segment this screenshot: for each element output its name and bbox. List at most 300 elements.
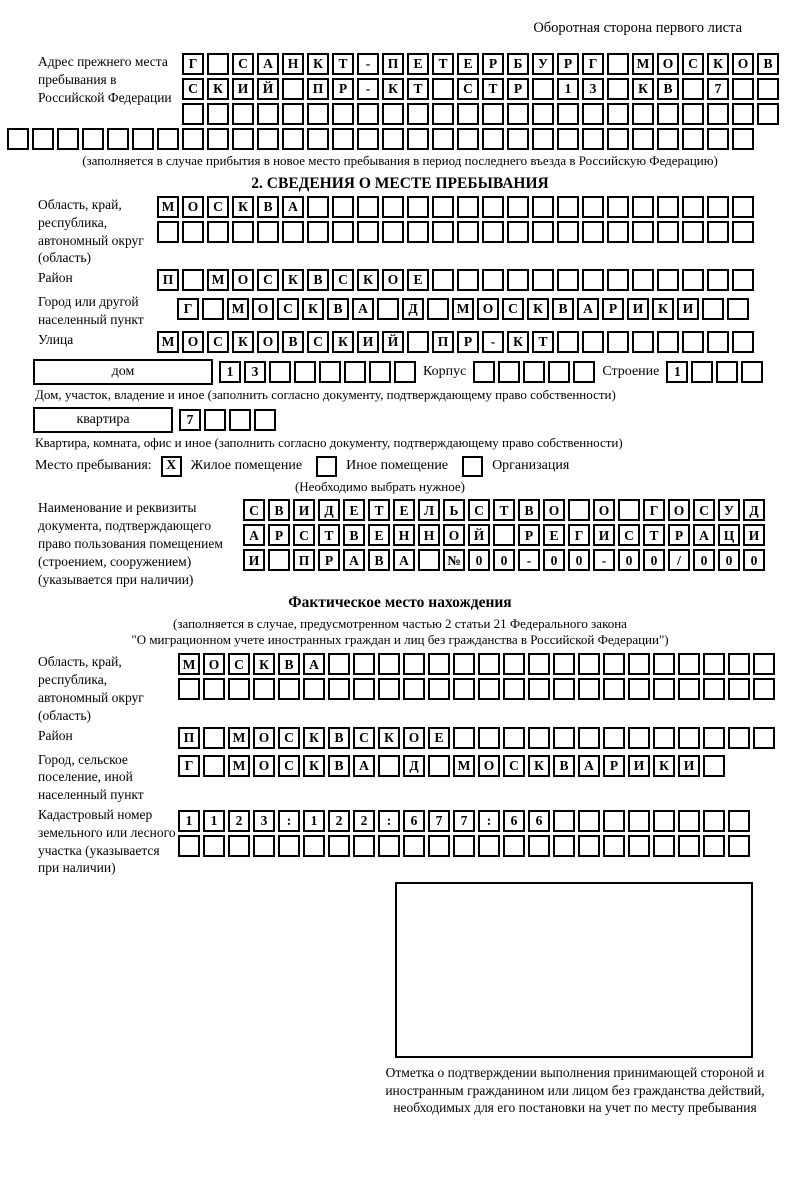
char-cell[interactable]: С <box>457 78 479 100</box>
char-cell[interactable] <box>553 727 575 749</box>
char-cell[interactable]: О <box>232 269 254 291</box>
char-cell[interactable]: 7 <box>428 810 450 832</box>
char-cell[interactable]: Е <box>457 53 479 75</box>
char-cell[interactable] <box>707 331 729 353</box>
char-cell[interactable] <box>603 653 625 675</box>
char-cell[interactable] <box>528 678 550 700</box>
char-cell[interactable] <box>532 103 554 125</box>
char-cell[interactable]: С <box>207 196 229 218</box>
char-cell[interactable] <box>578 678 600 700</box>
char-cell[interactable] <box>632 221 654 243</box>
char-cell[interactable]: А <box>257 53 279 75</box>
char-cell[interactable] <box>607 103 629 125</box>
char-cell[interactable]: Р <box>557 53 579 75</box>
char-cell[interactable]: В <box>282 331 304 353</box>
char-cell[interactable] <box>557 331 579 353</box>
char-cell[interactable]: И <box>627 298 649 320</box>
char-cell[interactable]: Е <box>407 269 429 291</box>
char-cell[interactable]: С <box>293 524 315 546</box>
char-cell[interactable]: 0 <box>543 549 565 571</box>
char-cell[interactable]: С <box>232 53 254 75</box>
char-cell[interactable] <box>732 269 754 291</box>
char-cell[interactable]: И <box>677 298 699 320</box>
char-cell[interactable]: С <box>503 755 525 777</box>
char-cell[interactable]: К <box>307 53 329 75</box>
char-cell[interactable]: К <box>652 298 674 320</box>
char-cell[interactable]: - <box>593 549 615 571</box>
char-cell[interactable]: М <box>227 298 249 320</box>
char-cell[interactable] <box>303 835 325 857</box>
char-cell[interactable]: А <box>303 653 325 675</box>
char-cell[interactable] <box>653 653 675 675</box>
char-cell[interactable]: Н <box>393 524 415 546</box>
char-cell[interactable]: С <box>693 499 715 521</box>
char-cell[interactable] <box>732 103 754 125</box>
char-cell[interactable] <box>453 678 475 700</box>
char-cell[interactable] <box>493 524 515 546</box>
char-cell[interactable]: К <box>232 196 254 218</box>
char-cell[interactable] <box>582 128 604 150</box>
char-cell[interactable] <box>269 361 291 383</box>
char-cell[interactable] <box>407 103 429 125</box>
char-cell[interactable]: В <box>518 499 540 521</box>
char-cell[interactable] <box>207 128 229 150</box>
char-cell[interactable]: М <box>207 269 229 291</box>
char-cell[interactable]: М <box>157 196 179 218</box>
char-cell[interactable] <box>528 835 550 857</box>
char-cell[interactable] <box>607 128 629 150</box>
stay-type-checkbox-organization[interactable] <box>462 456 483 477</box>
char-cell[interactable] <box>732 196 754 218</box>
char-cell[interactable]: Д <box>402 298 424 320</box>
char-cell[interactable]: В <box>328 727 350 749</box>
char-cell[interactable]: С <box>228 653 250 675</box>
char-cell[interactable] <box>653 678 675 700</box>
char-cell[interactable] <box>503 727 525 749</box>
char-cell[interactable]: И <box>678 755 700 777</box>
char-cell[interactable]: Т <box>493 499 515 521</box>
char-cell[interactable] <box>678 810 700 832</box>
char-cell[interactable] <box>753 653 775 675</box>
char-cell[interactable] <box>478 835 500 857</box>
char-cell[interactable] <box>482 103 504 125</box>
char-cell[interactable]: 0 <box>743 549 765 571</box>
char-cell[interactable] <box>182 269 204 291</box>
char-cell[interactable]: Р <box>668 524 690 546</box>
char-cell[interactable]: Г <box>182 53 204 75</box>
char-cell[interactable] <box>457 128 479 150</box>
char-cell[interactable] <box>407 331 429 353</box>
char-cell[interactable] <box>232 103 254 125</box>
char-cell[interactable] <box>703 653 725 675</box>
char-cell[interactable] <box>628 810 650 832</box>
char-cell[interactable]: 2 <box>328 810 350 832</box>
char-cell[interactable]: О <box>252 298 274 320</box>
char-cell[interactable] <box>682 196 704 218</box>
char-cell[interactable] <box>578 810 600 832</box>
char-cell[interactable] <box>132 128 154 150</box>
char-cell[interactable]: В <box>553 755 575 777</box>
char-cell[interactable]: А <box>578 755 600 777</box>
char-cell[interactable] <box>603 678 625 700</box>
char-cell[interactable] <box>407 196 429 218</box>
char-cell[interactable]: О <box>253 755 275 777</box>
char-cell[interactable] <box>657 331 679 353</box>
char-cell[interactable] <box>503 678 525 700</box>
char-cell[interactable]: Р <box>332 78 354 100</box>
char-cell[interactable] <box>707 128 729 150</box>
char-cell[interactable] <box>457 221 479 243</box>
char-cell[interactable] <box>432 103 454 125</box>
char-cell[interactable] <box>428 653 450 675</box>
char-cell[interactable] <box>607 269 629 291</box>
char-cell[interactable] <box>378 755 400 777</box>
char-cell[interactable] <box>268 549 290 571</box>
char-cell[interactable] <box>282 78 304 100</box>
char-cell[interactable] <box>307 221 329 243</box>
char-cell[interactable]: Ь <box>443 499 465 521</box>
char-cell[interactable] <box>607 221 629 243</box>
char-cell[interactable]: А <box>577 298 599 320</box>
char-cell[interactable]: О <box>543 499 565 521</box>
char-cell[interactable]: Т <box>318 524 340 546</box>
char-cell[interactable] <box>603 727 625 749</box>
char-cell[interactable] <box>498 361 520 383</box>
char-cell[interactable] <box>307 196 329 218</box>
char-cell[interactable] <box>523 361 545 383</box>
char-cell[interactable]: П <box>178 727 200 749</box>
char-cell[interactable]: Д <box>318 499 340 521</box>
char-cell[interactable] <box>332 221 354 243</box>
char-cell[interactable] <box>682 331 704 353</box>
char-cell[interactable]: 0 <box>468 549 490 571</box>
char-cell[interactable] <box>657 128 679 150</box>
char-cell[interactable]: И <box>743 524 765 546</box>
char-cell[interactable]: 0 <box>643 549 665 571</box>
char-cell[interactable] <box>553 653 575 675</box>
char-cell[interactable] <box>332 128 354 150</box>
char-cell[interactable] <box>394 361 416 383</box>
char-cell[interactable] <box>228 835 250 857</box>
char-cell[interactable]: - <box>357 78 379 100</box>
char-cell[interactable] <box>203 835 225 857</box>
char-cell[interactable] <box>628 835 650 857</box>
char-cell[interactable]: Г <box>177 298 199 320</box>
char-cell[interactable] <box>357 196 379 218</box>
char-cell[interactable]: Е <box>407 53 429 75</box>
char-cell[interactable]: 1 <box>178 810 200 832</box>
char-cell[interactable]: 2 <box>353 810 375 832</box>
char-cell[interactable] <box>207 103 229 125</box>
char-cell[interactable]: К <box>378 727 400 749</box>
char-cell[interactable]: О <box>253 727 275 749</box>
char-cell[interactable]: 0 <box>693 549 715 571</box>
char-cell[interactable] <box>57 128 79 150</box>
char-cell[interactable]: : <box>478 810 500 832</box>
char-cell[interactable]: Ц <box>718 524 740 546</box>
char-cell[interactable] <box>428 678 450 700</box>
char-cell[interactable] <box>507 269 529 291</box>
char-cell[interactable]: Е <box>428 727 450 749</box>
char-cell[interactable] <box>253 835 275 857</box>
char-cell[interactable] <box>741 361 763 383</box>
char-cell[interactable]: М <box>178 653 200 675</box>
char-cell[interactable]: С <box>468 499 490 521</box>
char-cell[interactable] <box>357 128 379 150</box>
char-cell[interactable]: К <box>232 331 254 353</box>
char-cell[interactable]: И <box>232 78 254 100</box>
char-cell[interactable]: 6 <box>528 810 550 832</box>
char-cell[interactable] <box>703 727 725 749</box>
char-cell[interactable] <box>457 269 479 291</box>
char-cell[interactable]: - <box>357 53 379 75</box>
char-cell[interactable] <box>557 221 579 243</box>
char-cell[interactable] <box>582 103 604 125</box>
char-cell[interactable]: Р <box>457 331 479 353</box>
char-cell[interactable] <box>702 298 724 320</box>
char-cell[interactable] <box>382 103 404 125</box>
char-cell[interactable] <box>403 678 425 700</box>
char-cell[interactable] <box>378 678 400 700</box>
char-cell[interactable] <box>478 653 500 675</box>
char-cell[interactable] <box>707 196 729 218</box>
char-cell[interactable] <box>628 678 650 700</box>
char-cell[interactable]: А <box>243 524 265 546</box>
char-cell[interactable] <box>382 196 404 218</box>
char-cell[interactable] <box>369 361 391 383</box>
char-cell[interactable] <box>678 727 700 749</box>
char-cell[interactable]: 3 <box>244 361 266 383</box>
char-cell[interactable]: В <box>343 524 365 546</box>
char-cell[interactable]: 1 <box>557 78 579 100</box>
char-cell[interactable] <box>732 331 754 353</box>
char-cell[interactable] <box>532 78 554 100</box>
char-cell[interactable] <box>703 678 725 700</box>
char-cell[interactable] <box>353 678 375 700</box>
char-cell[interactable] <box>282 221 304 243</box>
char-cell[interactable]: К <box>528 755 550 777</box>
char-cell[interactable] <box>453 835 475 857</box>
char-cell[interactable] <box>457 196 479 218</box>
char-cell[interactable] <box>307 128 329 150</box>
char-cell[interactable]: С <box>243 499 265 521</box>
char-cell[interactable] <box>482 269 504 291</box>
char-cell[interactable] <box>453 653 475 675</box>
char-cell[interactable] <box>703 755 725 777</box>
char-cell[interactable]: М <box>228 755 250 777</box>
char-cell[interactable] <box>257 128 279 150</box>
char-cell[interactable]: - <box>482 331 504 353</box>
char-cell[interactable]: Г <box>568 524 590 546</box>
char-cell[interactable]: Д <box>743 499 765 521</box>
char-cell[interactable] <box>653 810 675 832</box>
char-cell[interactable] <box>157 221 179 243</box>
char-cell[interactable] <box>582 221 604 243</box>
char-cell[interactable]: 1 <box>666 361 688 383</box>
char-cell[interactable] <box>278 678 300 700</box>
char-cell[interactable]: А <box>393 549 415 571</box>
char-cell[interactable]: В <box>327 298 349 320</box>
char-cell[interactable]: У <box>718 499 740 521</box>
char-cell[interactable]: К <box>507 331 529 353</box>
char-cell[interactable]: О <box>593 499 615 521</box>
char-cell[interactable] <box>427 298 449 320</box>
char-cell[interactable] <box>353 835 375 857</box>
char-cell[interactable]: К <box>332 331 354 353</box>
char-cell[interactable]: Г <box>582 53 604 75</box>
char-cell[interactable] <box>757 103 779 125</box>
char-cell[interactable]: Т <box>482 78 504 100</box>
char-cell[interactable]: 3 <box>582 78 604 100</box>
char-cell[interactable] <box>707 221 729 243</box>
char-cell[interactable] <box>707 103 729 125</box>
char-cell[interactable] <box>553 810 575 832</box>
char-cell[interactable] <box>202 298 224 320</box>
char-cell[interactable]: С <box>182 78 204 100</box>
char-cell[interactable] <box>753 678 775 700</box>
char-cell[interactable]: 7 <box>179 409 201 431</box>
char-cell[interactable] <box>557 196 579 218</box>
char-cell[interactable]: И <box>293 499 315 521</box>
char-cell[interactable]: О <box>478 755 500 777</box>
char-cell[interactable] <box>703 810 725 832</box>
char-cell[interactable] <box>503 835 525 857</box>
char-cell[interactable] <box>607 196 629 218</box>
char-cell[interactable] <box>607 331 629 353</box>
char-cell[interactable]: 7 <box>707 78 729 100</box>
char-cell[interactable]: Т <box>368 499 390 521</box>
char-cell[interactable] <box>728 835 750 857</box>
char-cell[interactable] <box>353 653 375 675</box>
char-cell[interactable] <box>432 269 454 291</box>
char-cell[interactable] <box>728 653 750 675</box>
char-cell[interactable]: 1 <box>203 810 225 832</box>
char-cell[interactable]: М <box>157 331 179 353</box>
char-cell[interactable] <box>503 653 525 675</box>
char-cell[interactable] <box>378 653 400 675</box>
char-cell[interactable] <box>568 499 590 521</box>
char-cell[interactable]: М <box>453 755 475 777</box>
char-cell[interactable]: В <box>328 755 350 777</box>
char-cell[interactable] <box>657 103 679 125</box>
char-cell[interactable]: У <box>532 53 554 75</box>
char-cell[interactable]: С <box>502 298 524 320</box>
char-cell[interactable]: А <box>352 298 374 320</box>
char-cell[interactable]: С <box>278 727 300 749</box>
char-cell[interactable]: П <box>157 269 179 291</box>
char-cell[interactable] <box>632 128 654 150</box>
char-cell[interactable] <box>653 727 675 749</box>
char-cell[interactable] <box>532 269 554 291</box>
char-cell[interactable] <box>282 103 304 125</box>
char-cell[interactable]: В <box>368 549 390 571</box>
char-cell[interactable] <box>678 835 700 857</box>
char-cell[interactable] <box>728 810 750 832</box>
char-cell[interactable] <box>344 361 366 383</box>
char-cell[interactable] <box>278 835 300 857</box>
char-cell[interactable] <box>682 269 704 291</box>
char-cell[interactable]: С <box>332 269 354 291</box>
char-cell[interactable] <box>553 835 575 857</box>
char-cell[interactable]: / <box>668 549 690 571</box>
char-cell[interactable]: К <box>282 269 304 291</box>
char-cell[interactable] <box>328 653 350 675</box>
char-cell[interactable] <box>557 128 579 150</box>
stay-type-checkbox-other-premises[interactable] <box>316 456 337 477</box>
char-cell[interactable] <box>753 727 775 749</box>
char-cell[interactable] <box>328 835 350 857</box>
char-cell[interactable]: Й <box>468 524 490 546</box>
char-cell[interactable]: В <box>657 78 679 100</box>
char-cell[interactable] <box>257 103 279 125</box>
char-cell[interactable]: К <box>382 78 404 100</box>
char-cell[interactable]: К <box>707 53 729 75</box>
char-cell[interactable]: Е <box>543 524 565 546</box>
char-cell[interactable]: : <box>278 810 300 832</box>
char-cell[interactable]: В <box>268 499 290 521</box>
char-cell[interactable]: О <box>203 653 225 675</box>
char-cell[interactable] <box>628 727 650 749</box>
char-cell[interactable]: Г <box>643 499 665 521</box>
char-cell[interactable]: М <box>632 53 654 75</box>
char-cell[interactable]: М <box>452 298 474 320</box>
char-cell[interactable]: П <box>307 78 329 100</box>
char-cell[interactable]: О <box>182 331 204 353</box>
char-cell[interactable]: А <box>343 549 365 571</box>
char-cell[interactable] <box>157 128 179 150</box>
char-cell[interactable]: Д <box>403 755 425 777</box>
char-cell[interactable] <box>682 128 704 150</box>
char-cell[interactable]: Т <box>407 78 429 100</box>
char-cell[interactable]: В <box>278 653 300 675</box>
char-cell[interactable] <box>707 269 729 291</box>
char-cell[interactable]: В <box>552 298 574 320</box>
char-cell[interactable]: 2 <box>228 810 250 832</box>
char-cell[interactable] <box>732 78 754 100</box>
char-cell[interactable] <box>432 196 454 218</box>
char-cell[interactable] <box>607 78 629 100</box>
char-cell[interactable] <box>603 810 625 832</box>
char-cell[interactable] <box>528 727 550 749</box>
char-cell[interactable]: Р <box>602 298 624 320</box>
char-cell[interactable] <box>178 678 200 700</box>
char-cell[interactable] <box>7 128 29 150</box>
char-cell[interactable] <box>178 835 200 857</box>
char-cell[interactable]: И <box>243 549 265 571</box>
char-cell[interactable]: Р <box>318 549 340 571</box>
char-cell[interactable] <box>32 128 54 150</box>
char-cell[interactable] <box>182 221 204 243</box>
char-cell[interactable] <box>582 196 604 218</box>
char-cell[interactable] <box>403 653 425 675</box>
char-cell[interactable]: А <box>353 755 375 777</box>
char-cell[interactable]: И <box>593 524 615 546</box>
char-cell[interactable]: М <box>228 727 250 749</box>
char-cell[interactable]: Н <box>282 53 304 75</box>
char-cell[interactable] <box>548 361 570 383</box>
char-cell[interactable]: 6 <box>503 810 525 832</box>
char-cell[interactable] <box>428 755 450 777</box>
char-cell[interactable] <box>691 361 713 383</box>
char-cell[interactable] <box>432 78 454 100</box>
char-cell[interactable]: В <box>307 269 329 291</box>
char-cell[interactable] <box>207 221 229 243</box>
char-cell[interactable]: Р <box>518 524 540 546</box>
char-cell[interactable] <box>757 78 779 100</box>
char-cell[interactable] <box>603 835 625 857</box>
char-cell[interactable]: С <box>307 331 329 353</box>
char-cell[interactable]: Т <box>332 53 354 75</box>
